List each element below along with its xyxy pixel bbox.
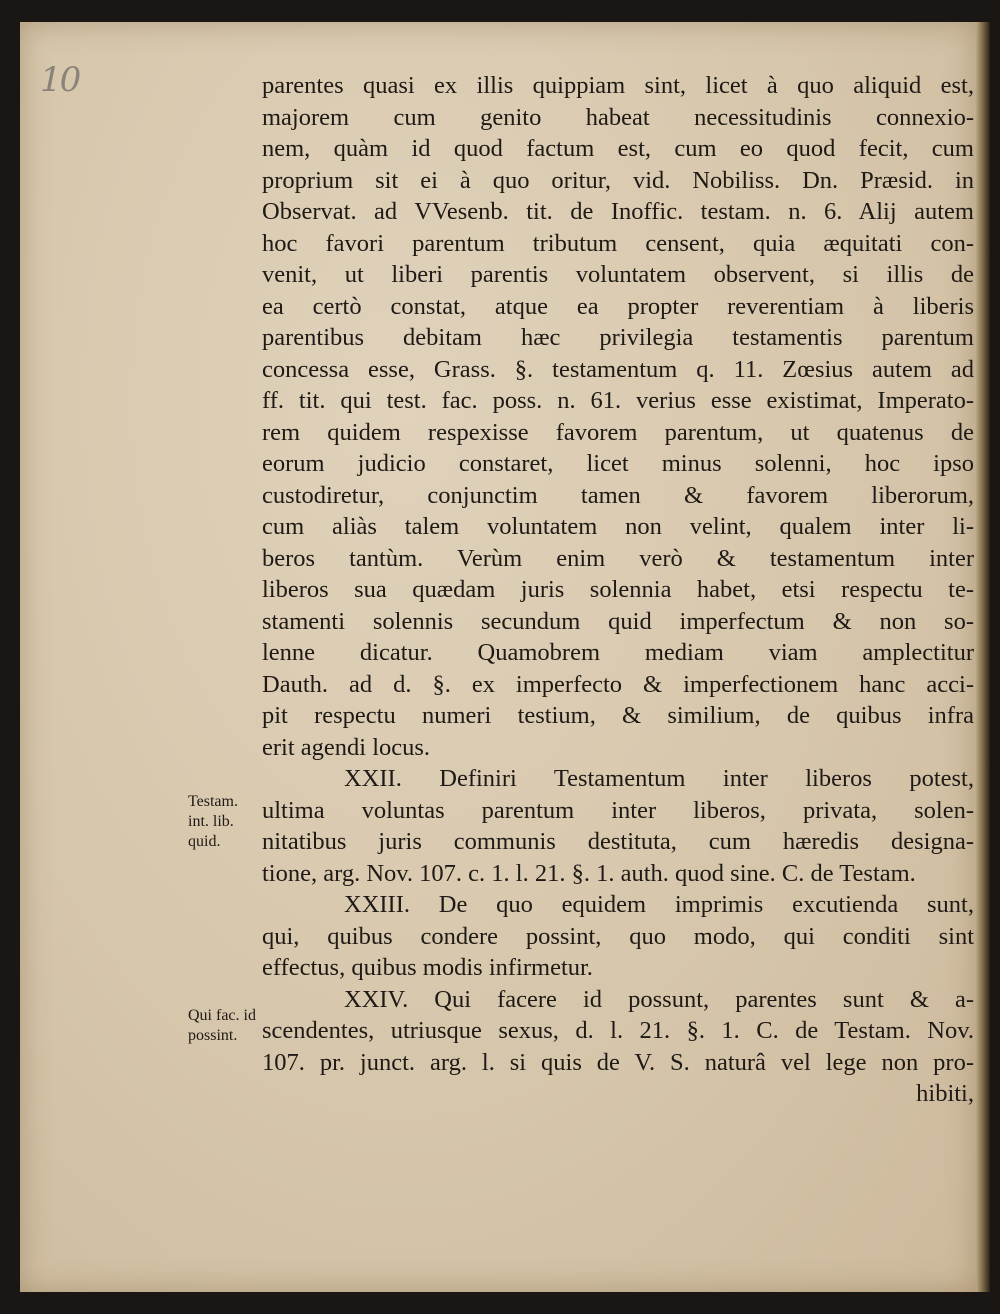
body-text (262, 70, 974, 1110)
margin-note-testam (188, 792, 283, 852)
text-line: proprium sit ei à quo oritur, vid. Nobiliss. Dn. Præsid. in (262, 166, 974, 194)
text-line: parentibus debitam hæc privilegia testamentis parentum (262, 324, 974, 351)
text-line: concessa esse, Grass. §. testamentum q. 11. Zœsius autem ad (262, 355, 974, 383)
text-line: ultima voluntas parentum inter liberos, privata, solen- (262, 796, 974, 824)
text-line: custodiretur, conjunctim tamen & favorem liberorum, (262, 481, 974, 509)
text-line: effectus, quibus modis infirmetur. (262, 954, 593, 981)
text-line: ff. tit. qui test. fac. poss. n. 61. verius esse existimat, Imperato- (262, 387, 974, 414)
text-line: hoc favori parentum tributum censent, quia æquitati con- (262, 229, 974, 257)
text-line: liberos sua quædam juris solennia habet, etsi respectu te- (262, 576, 974, 603)
text-line: nitatibus juris communis destituta, cum hæredis designa- (262, 828, 974, 855)
text-line: nem, quàm id quod factum est, cum eo quod fecit, cum (262, 135, 974, 162)
text-line: cum aliàs talem voluntatem non velint, qualem inter li- (262, 513, 974, 540)
text-line: beros tantùm. Verùm enim verò & testamentum inter (262, 544, 974, 572)
text-line: qui, quibus condere possint, quo modo, qui conditi sint (262, 922, 974, 950)
text-line: venit, ut liberi parentis voluntatem observent, si illis de (262, 261, 974, 288)
margin-note-qui-fac (188, 1006, 283, 1046)
text-line: ea certò constat, atque ea propter reverentiam à liberis (262, 292, 974, 320)
text-line: rem quidem respexisse favorem parentum, ut quatenus de (262, 418, 974, 446)
text-line: scendentes, utriusque sexus, d. l. 21. §. 1. C. de Testam. Nov. (262, 1017, 974, 1044)
margin-note-line: Testam. (188, 793, 238, 810)
text-line: tione, arg. Nov. 107. c. 1. l. 21. §. 1. auth. quod sine. C. de Testam. (262, 859, 916, 887)
text-line: parentes quasi ex illis quippiam sint, licet à quo aliquid est, (262, 72, 974, 99)
text-line: pit respectu numeri testium, & similium, de quibus infra (262, 702, 974, 729)
margin-note-line: quid. (188, 833, 221, 850)
margin-note-line: int. lib. (188, 813, 234, 830)
page-number: 10 (40, 60, 80, 100)
text-line: lenne dicatur. Quamobrem mediam viam amplectitur (262, 639, 974, 666)
page-edge (976, 22, 990, 1292)
text-line: erit agendi locus. (262, 733, 431, 761)
text-line: Dauth. ad d. §. ex imperfecto & imperfectionem hanc acci- (262, 670, 974, 698)
catchword: hibiti, (916, 1080, 974, 1107)
text-line: eorum judicio constaret, licet minus solenni, hoc ipso (262, 450, 974, 477)
section-heading-line: XXIII. De quo equidem imprimis excutienda sunt, (344, 891, 974, 918)
text-line: Observat. ad VVesenb. tit. de Inoffic. testam. n. 6. Alij autem (262, 198, 974, 225)
section-heading-line: XXII. Definiri Testamentum inter liberos potest, (344, 765, 974, 792)
margin-note-line: Qui fac. id (188, 1007, 256, 1024)
section-heading-line: XXIV. Qui facere id possunt, parentes sunt & a- (344, 985, 974, 1013)
text-line: majorem cum genito habeat necessitudinis connexio- (262, 103, 974, 131)
text-line: 107. pr. junct. arg. l. si quis de V. S. naturâ vel lege non pro- (262, 1048, 974, 1076)
text-line: stamenti solennis secundum quid imperfectum & non so- (262, 607, 974, 635)
margin-note-line: possint. (188, 1027, 238, 1044)
